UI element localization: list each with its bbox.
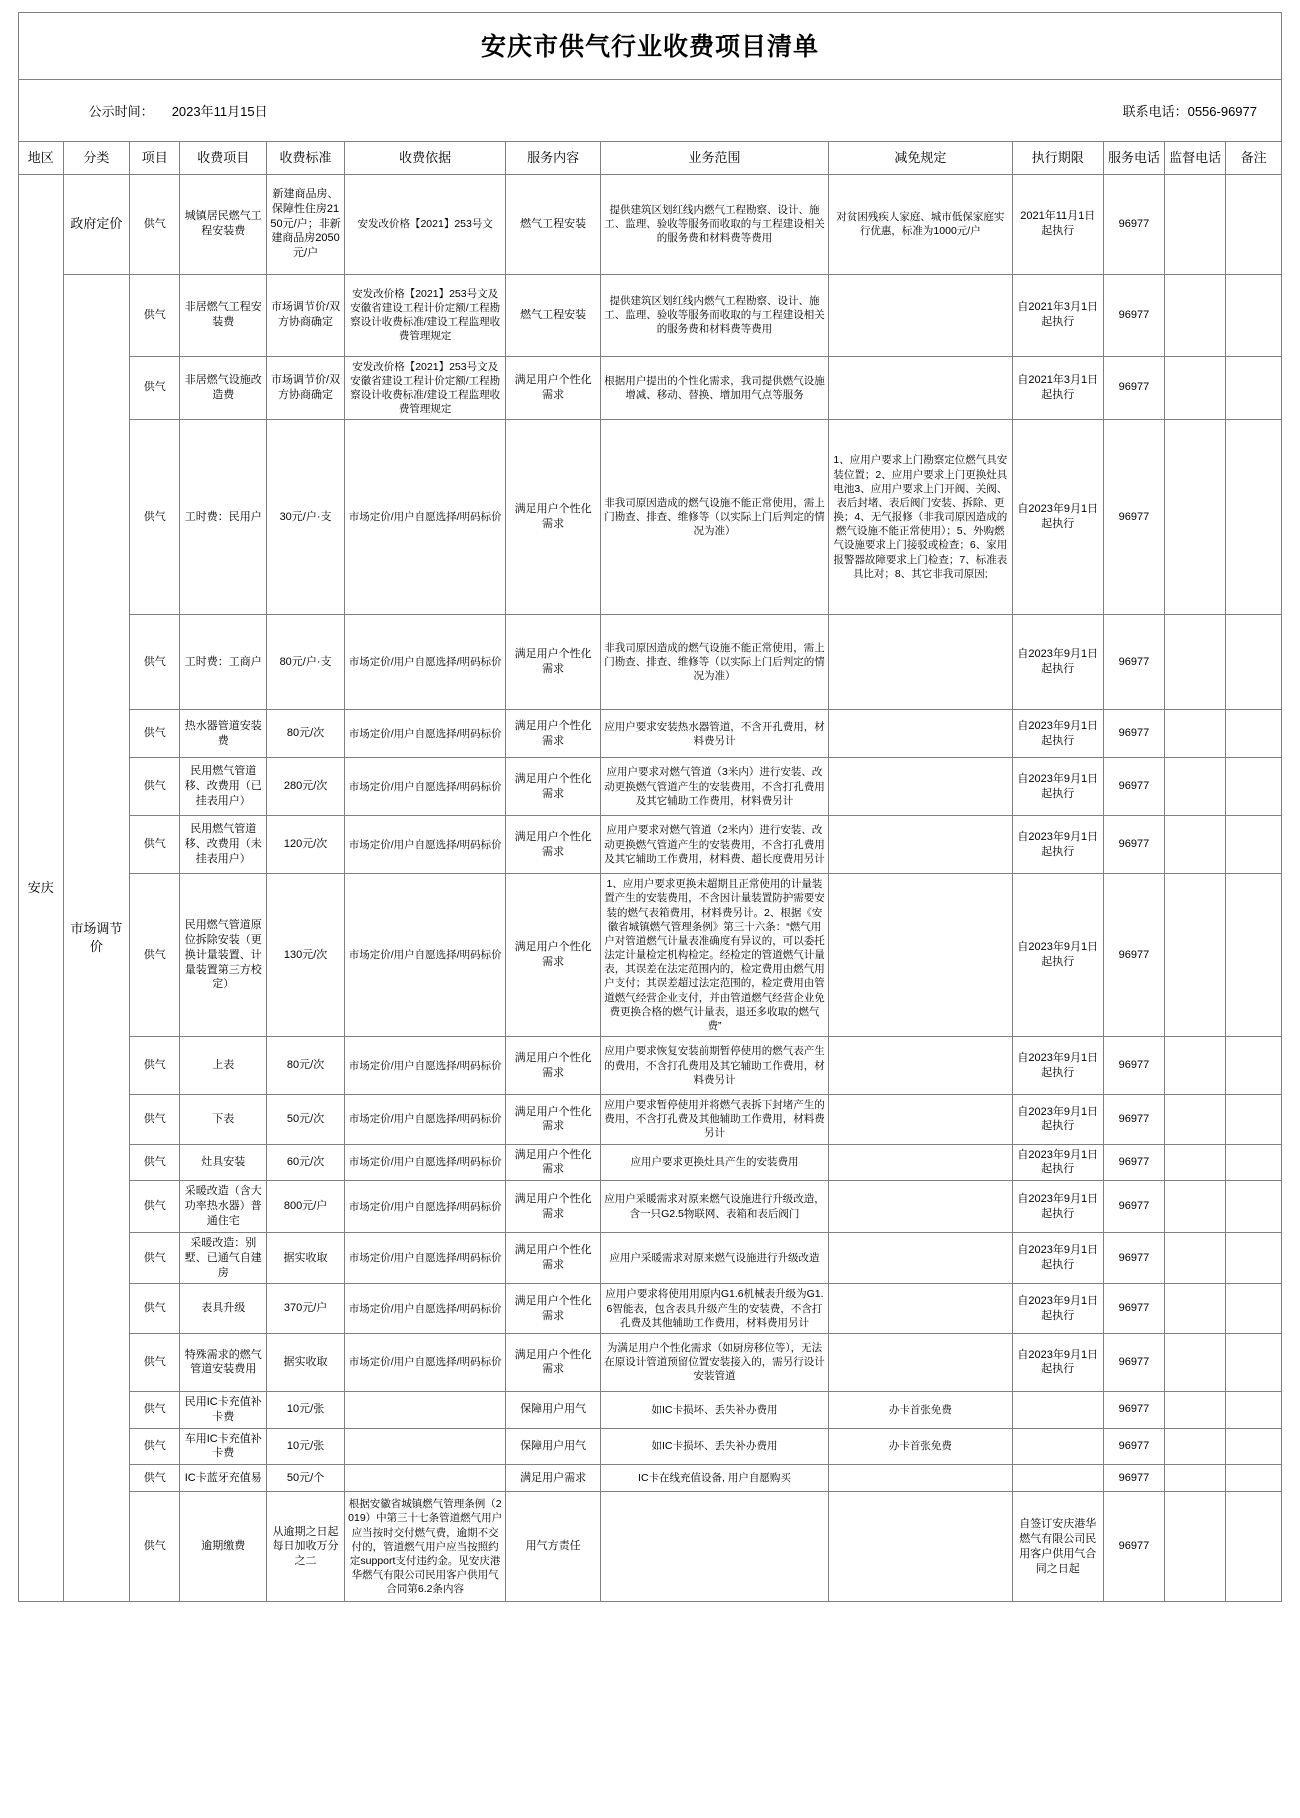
cell-service-tel: 96977	[1103, 710, 1164, 758]
cell-service-tel: 96977	[1103, 1465, 1164, 1492]
cell-item: 供气	[130, 1232, 180, 1284]
cell-service: 满足用户个性化需求	[506, 356, 601, 420]
cell-supervise-tel	[1165, 758, 1226, 816]
cell-scope: 根据用户提出的个性化需求，我司提供燃气设施增减、移动、替换、增加用气点等服务	[600, 356, 828, 420]
cell-remark	[1226, 874, 1282, 1037]
cell-charge-item: 灶具安装	[180, 1144, 267, 1181]
meta-row	[18, 79, 1282, 141]
cell-item: 供气	[130, 1284, 180, 1334]
cell-scope: 1、应用户要求更换未超期且正常使用的计量装置产生的安装费用，不含因计量装置防护需要安装的燃气表箱费用，材料费另计。2、根据《安徽省城镇燃气管理条例》第三十六条：“燃气用户对管道燃气计量表准确度有异议的，可以委托法定计量检定机构检定。经检定的管道燃气计量表，其误差在法定范围内的，检定费用由燃气用户支付；其误差超过法定范围的，检定费用由管道燃气经营企业支付，并由管道燃气经营企业免费更换合格的燃气计量表，退还多收取的燃气费”	[600, 874, 828, 1037]
table-row	[19, 1181, 1282, 1233]
cell-exempt	[829, 1492, 1013, 1602]
table-row	[19, 1428, 1282, 1465]
cell-scope: 非我司原因造成的燃气设施不能正常使用，需上门勘查、排查、维修等（以实际上门后判定的情况为准）	[600, 615, 828, 710]
cell-basis: 市场定价/用户自愿选择/明码标价	[345, 1037, 506, 1095]
cell-scope: 应用户要求将使用用原内G1.6机械表升级为G1.6智能表，包含表具升级产生的安装费，不含打孔费及其他辅助工作费用，材料费用另计	[600, 1284, 828, 1334]
cell-charge-item: 表具升级	[180, 1284, 267, 1334]
table-row	[19, 710, 1282, 758]
cell-basis: 市场定价/用户自愿选择/明码标价	[345, 1181, 506, 1233]
cell-supervise-tel	[1165, 1284, 1226, 1334]
cell-remark	[1226, 710, 1282, 758]
table-row	[19, 356, 1282, 420]
cell-remark	[1226, 1428, 1282, 1465]
cell-service-tel: 96977	[1103, 615, 1164, 710]
cell-period: 自2023年9月1日起执行	[1012, 1095, 1103, 1145]
cell-standard: 50元/次	[267, 1095, 345, 1145]
cell-scope: IC卡在线充值设备, 用户自愿购买	[600, 1465, 828, 1492]
cell-remark	[1226, 1095, 1282, 1145]
cell-item: 供气	[130, 1465, 180, 1492]
cell-basis: 根据安徽省城镇燃气管理条例（2019）中第三十七条管道燃气用户应当按时交付燃气费，逾期不交付的，管道燃气用户应当按照约定support支付违约金。见安庆港华燃气有限公司民用客户供用气合同第6.2条内容	[345, 1492, 506, 1602]
cell-service: 保障用户用气	[506, 1428, 601, 1465]
table-row	[19, 874, 1282, 1037]
cell-supervise-tel	[1165, 615, 1226, 710]
cell-standard: 市场调节价/双方协商确定	[267, 274, 345, 356]
table-row	[19, 1333, 1282, 1391]
cell-exempt	[829, 615, 1013, 710]
cell-exempt: 办卡首张免费	[829, 1391, 1013, 1428]
cell-charge-item: 车用IC卡充值补卡费	[180, 1428, 267, 1465]
cell-exempt: 对贫困残疾人家庭、城市低保家庭实行优惠，标准为1000元/户	[829, 174, 1013, 274]
cell-supervise-tel	[1165, 274, 1226, 356]
cell-service: 满足用户个性化需求	[506, 1333, 601, 1391]
cell-exempt	[829, 1144, 1013, 1181]
cell-standard: 据实收取	[267, 1333, 345, 1391]
cell-service-tel: 96977	[1103, 420, 1164, 615]
cell-charge-item: 热水器管道安装费	[180, 710, 267, 758]
cell-item: 供气	[130, 1095, 180, 1145]
cell-charge-item: 民用IC卡充值补卡费	[180, 1391, 267, 1428]
cell-scope: 应用户采暖需求对原来燃气设施进行升级改造	[600, 1232, 828, 1284]
col-period: 执行期限	[1012, 142, 1103, 175]
cell-basis: 市场定价/用户自愿选择/明码标价	[345, 710, 506, 758]
cell-service: 燃气工程安装	[506, 274, 601, 356]
cell-supervise-tel	[1165, 1037, 1226, 1095]
cell-basis: 安发改价格【2021】253号文	[345, 174, 506, 274]
cell-scope: 提供建筑区划红线内燃气工程勘察、设计、施工、监理、验收等服务而收取的与工程建设相关的服务费和材料费等费用	[600, 274, 828, 356]
cell-exempt	[829, 356, 1013, 420]
cell-service: 满足用户个性化需求	[506, 710, 601, 758]
cell-supervise-tel	[1165, 1095, 1226, 1145]
cell-standard: 50元/个	[267, 1465, 345, 1492]
cell-exempt	[829, 1232, 1013, 1284]
cell-basis	[345, 1428, 506, 1465]
publish-label: 公示时间：	[88, 104, 154, 119]
cell-item: 供气	[130, 874, 180, 1037]
cell-period: 自2023年9月1日起执行	[1012, 816, 1103, 874]
cell-remark	[1226, 1391, 1282, 1428]
cell-standard: 60元/次	[267, 1144, 345, 1181]
col-standard: 收费标准	[267, 142, 345, 175]
cell-period: 自2023年9月1日起执行	[1012, 1037, 1103, 1095]
cell-exempt	[829, 1037, 1013, 1095]
table-row	[19, 274, 1282, 356]
cell-remark	[1226, 274, 1282, 356]
table-row	[19, 1232, 1282, 1284]
cell-charge-item: IC卡蓝牙充值易	[180, 1465, 267, 1492]
cell-period: 自2023年9月1日起执行	[1012, 1144, 1103, 1181]
cell-remark	[1226, 1284, 1282, 1334]
cell-remark	[1226, 420, 1282, 615]
cell-service: 燃气工程安装	[506, 174, 601, 274]
table-header-row	[19, 142, 1282, 175]
cell-remark	[1226, 816, 1282, 874]
cell-service-tel: 96977	[1103, 1428, 1164, 1465]
cell-service: 满足用户个性化需求	[506, 816, 601, 874]
cell-service-tel: 96977	[1103, 356, 1164, 420]
cell-basis: 市场定价/用户自愿选择/明码标价	[345, 1333, 506, 1391]
cell-supervise-tel	[1165, 816, 1226, 874]
cell-service-tel: 96977	[1103, 1391, 1164, 1428]
cell-standard: 120元/次	[267, 816, 345, 874]
cell-period: 2021年11月1日起执行	[1012, 174, 1103, 274]
col-service: 服务内容	[506, 142, 601, 175]
cell-charge-item: 民用燃气管道移、改费用（已挂表用户）	[180, 758, 267, 816]
cell-period: 自2023年9月1日起执行	[1012, 758, 1103, 816]
cell-standard: 80元/次	[267, 1037, 345, 1095]
page-title: 安庆市供气行业收费项目清单	[18, 12, 1282, 79]
cell-item: 供气	[130, 816, 180, 874]
cell-basis: 安发改价格【2021】253号文及安徽省建设工程计价定额/工程勘察设计收费标准/建设工程监理收费管理规定	[345, 274, 506, 356]
cell-period	[1012, 1428, 1103, 1465]
cell-service-tel: 96977	[1103, 1144, 1164, 1181]
cell-charge-item: 非居燃气设施改造费	[180, 356, 267, 420]
col-remark: 备注	[1226, 142, 1282, 175]
cell-service-tel: 96977	[1103, 874, 1164, 1037]
table-row	[19, 1391, 1282, 1428]
cell-period	[1012, 1391, 1103, 1428]
cell-standard: 80元/户·支	[267, 615, 345, 710]
cell-service-tel: 96977	[1103, 1284, 1164, 1334]
cell-basis: 市场定价/用户自愿选择/明码标价	[345, 1144, 506, 1181]
contact-phone: 联系电话：0556-96977	[1122, 104, 1257, 119]
cell-standard: 130元/次	[267, 874, 345, 1037]
cell-standard: 30元/户·支	[267, 420, 345, 615]
cell-standard: 80元/次	[267, 710, 345, 758]
cell-scope: 如IC卡损坏、丢失补办费用	[600, 1428, 828, 1465]
cell-scope: 应用户要求更换灶具产生的安装费用	[600, 1144, 828, 1181]
cell-supervise-tel	[1165, 356, 1226, 420]
cell-scope: 如IC卡损坏、丢失补办费用	[600, 1391, 828, 1428]
cell-standard: 10元/张	[267, 1428, 345, 1465]
cell-supervise-tel	[1165, 1333, 1226, 1391]
cell-period: 自2021年3月1日起执行	[1012, 274, 1103, 356]
cell-period: 自签订安庆港华燃气有限公司民用客户供用气合同之日起	[1012, 1492, 1103, 1602]
cell-service: 用气方责任	[506, 1492, 601, 1602]
col-region: 地区	[19, 142, 64, 175]
cell-remark	[1226, 615, 1282, 710]
cell-remark	[1226, 758, 1282, 816]
cell-remark	[1226, 174, 1282, 274]
cell-item: 供气	[130, 1333, 180, 1391]
cell-basis	[345, 1391, 506, 1428]
cell-charge-item: 民用燃气管道原位拆除安装（更换计量装置、计量装置第三方校定）	[180, 874, 267, 1037]
cell-service: 满足用户个性化需求	[506, 758, 601, 816]
cell-supervise-tel	[1165, 710, 1226, 758]
cell-scope: 应用户要求恢复安装前期暂停使用的燃气表产生的费用，不含打孔费用及其它辅助工作费用，材料费另计	[600, 1037, 828, 1095]
cell-service-tel: 96977	[1103, 816, 1164, 874]
cell-period: 自2021年3月1日起执行	[1012, 356, 1103, 420]
publish-date: 2023年11月15日	[171, 104, 268, 119]
cell-service-tel: 96977	[1103, 1492, 1164, 1602]
cell-item: 供气	[130, 1391, 180, 1428]
cell-supervise-tel	[1165, 874, 1226, 1037]
cell-period: 自2023年9月1日起执行	[1012, 1232, 1103, 1284]
table-row	[19, 174, 1282, 274]
table-row	[19, 1095, 1282, 1145]
cell-service-tel: 96977	[1103, 1095, 1164, 1145]
cell-exempt	[829, 274, 1013, 356]
cell-period: 自2023年9月1日起执行	[1012, 615, 1103, 710]
col-category: 分类	[63, 142, 130, 175]
cell-service: 满足用户个性化需求	[506, 615, 601, 710]
cell-basis: 市场定价/用户自愿选择/明码标价	[345, 816, 506, 874]
cell-service-tel: 96977	[1103, 274, 1164, 356]
cell-supervise-tel	[1165, 174, 1226, 274]
cell-remark	[1226, 1181, 1282, 1233]
table-row	[19, 1465, 1282, 1492]
cell-charge-item: 工时费：工商户	[180, 615, 267, 710]
cell-service-tel: 96977	[1103, 1232, 1164, 1284]
cell-service-tel: 96977	[1103, 758, 1164, 816]
cell-exempt: 1、应用户要求上门勘察定位燃气具安装位置；2、应用户要求上门更换灶具电池3、应用户要求上门开阀、关阀、表后封堵、表后阀门安装、拆除、更换；4、无气报修（非我司原因造成的燃气设施不能正常使用）；5、外购燃气设施要求上门接驳或检查；6、家用报警器故障要求上门检查；7、标准表具比对；8、其它非我司原因;	[829, 420, 1013, 615]
table-row	[19, 615, 1282, 710]
cell-period: 自2023年9月1日起执行	[1012, 1181, 1103, 1233]
table-row	[19, 1492, 1282, 1602]
fee-table	[18, 141, 1282, 1602]
cell-service: 满足用户个性化需求	[506, 1284, 601, 1334]
cell-basis: 市场定价/用户自愿选择/明码标价	[345, 758, 506, 816]
cell-supervise-tel	[1165, 1391, 1226, 1428]
cell-item: 供气	[130, 174, 180, 274]
cell-scope: 应用户采暖需求对原来燃气设施进行升级改造，含一只G2.5物联网、表箱和表后阀门	[600, 1181, 828, 1233]
cell-charge-item: 采暖改造（含大功率热水器）普通住宅	[180, 1181, 267, 1233]
table-row	[19, 1284, 1282, 1334]
table-row	[19, 1144, 1282, 1181]
cell-period: 自2023年9月1日起执行	[1012, 1284, 1103, 1334]
table-row	[19, 758, 1282, 816]
cell-scope: 应用户要求安装热水器管道，不含开孔费用，材料费另计	[600, 710, 828, 758]
cell-basis: 市场定价/用户自愿选择/明码标价	[345, 1232, 506, 1284]
col-service-tel: 服务电话	[1103, 142, 1164, 175]
cell-basis: 市场定价/用户自愿选择/明码标价	[345, 615, 506, 710]
cell-service: 满足用户个性化需求	[506, 1095, 601, 1145]
cell-remark	[1226, 1492, 1282, 1602]
cell-scope: 为满足用户个性化需求（如厨房移位等），无法在原设计管道预留位置安装接入的，需另行设计安装管道	[600, 1333, 828, 1391]
cell-standard: 800元/户	[267, 1181, 345, 1233]
col-scope: 业务范围	[600, 142, 828, 175]
cell-basis: 市场定价/用户自愿选择/明码标价	[345, 874, 506, 1037]
cell-service: 满足用户个性化需求	[506, 1144, 601, 1181]
cell-item: 供气	[130, 615, 180, 710]
cell-period: 自2023年9月1日起执行	[1012, 420, 1103, 615]
cell-basis: 市场定价/用户自愿选择/明码标价	[345, 420, 506, 615]
cell-supervise-tel	[1165, 1428, 1226, 1465]
cell-region: 安庆	[19, 174, 64, 1602]
cell-category: 政府定价	[63, 174, 130, 274]
cell-exempt	[829, 874, 1013, 1037]
cell-exempt	[829, 1284, 1013, 1334]
cell-standard: 新建商品房、保障性住房2150元/户；非新建商品房2050元/户	[267, 174, 345, 274]
cell-scope	[600, 1492, 828, 1602]
cell-exempt	[829, 1095, 1013, 1145]
cell-remark	[1226, 356, 1282, 420]
col-basis: 收费依据	[345, 142, 506, 175]
cell-exempt	[829, 1181, 1013, 1233]
cell-exempt	[829, 710, 1013, 758]
cell-charge-item: 非居燃气工程安装费	[180, 274, 267, 356]
publish-info	[67, 86, 268, 135]
cell-exempt	[829, 816, 1013, 874]
cell-standard: 280元/次	[267, 758, 345, 816]
cell-standard: 370元/户	[267, 1284, 345, 1334]
cell-service: 满足用户个性化需求	[506, 1181, 601, 1233]
col-supervise-tel: 监督电话	[1165, 142, 1226, 175]
cell-charge-item: 民用燃气管道移、改费用（未挂表用户）	[180, 816, 267, 874]
cell-scope: 应用户要求对燃气管道（3米内）进行安装、改动更换燃气管道产生的安装费用，不含打孔费用及其它辅助工作费用，材料费另计	[600, 758, 828, 816]
cell-supervise-tel	[1165, 420, 1226, 615]
cell-item: 供气	[130, 1144, 180, 1181]
cell-basis	[345, 1465, 506, 1492]
cell-basis: 市场定价/用户自愿选择/明码标价	[345, 1095, 506, 1145]
cell-standard: 从逾期之日起每日加收万分之二	[267, 1492, 345, 1602]
cell-category: 市场调节价	[63, 274, 130, 1602]
cell-basis: 安发改价格【2021】253号文及安徽省建设工程计价定额/工程勘察设计收费标准/建设工程监理收费管理规定	[345, 356, 506, 420]
cell-charge-item: 城镇居民燃气工程安装费	[180, 174, 267, 274]
cell-charge-item: 采暖改造：别墅、已通气自建房	[180, 1232, 267, 1284]
cell-scope: 应用户要求暂停使用并将燃气表拆下封堵产生的费用，不含打孔费及其他辅助工作费用，材料费另计	[600, 1095, 828, 1145]
cell-exempt	[829, 1333, 1013, 1391]
table-body	[19, 174, 1282, 1602]
cell-service: 满足用户个性化需求	[506, 1232, 601, 1284]
cell-charge-item: 下表	[180, 1095, 267, 1145]
cell-item: 供气	[130, 420, 180, 615]
cell-standard: 据实收取	[267, 1232, 345, 1284]
cell-supervise-tel	[1165, 1181, 1226, 1233]
cell-item: 供气	[130, 1428, 180, 1465]
cell-supervise-tel	[1165, 1232, 1226, 1284]
cell-basis: 市场定价/用户自愿选择/明码标价	[345, 1284, 506, 1334]
table-row	[19, 816, 1282, 874]
cell-item: 供气	[130, 710, 180, 758]
cell-charge-item: 上表	[180, 1037, 267, 1095]
cell-supervise-tel	[1165, 1465, 1226, 1492]
table-row	[19, 420, 1282, 615]
cell-service-tel: 96977	[1103, 1037, 1164, 1095]
cell-service: 满足用户个性化需求	[506, 874, 601, 1037]
cell-service: 满足用户需求	[506, 1465, 601, 1492]
cell-remark	[1226, 1333, 1282, 1391]
cell-item: 供气	[130, 1492, 180, 1602]
cell-remark	[1226, 1232, 1282, 1284]
cell-item: 供气	[130, 1037, 180, 1095]
cell-service-tel: 96977	[1103, 1333, 1164, 1391]
cell-service-tel: 96977	[1103, 174, 1164, 274]
cell-standard: 10元/张	[267, 1391, 345, 1428]
cell-standard: 市场调节价/双方协商确定	[267, 356, 345, 420]
cell-service: 保障用户用气	[506, 1391, 601, 1428]
cell-charge-item: 逾期缴费	[180, 1492, 267, 1602]
cell-scope: 非我司原因造成的燃气设施不能正常使用，需上门勘查、排查、维修等（以实际上门后判定的情况为准）	[600, 420, 828, 615]
cell-remark	[1226, 1037, 1282, 1095]
cell-remark	[1226, 1144, 1282, 1181]
cell-charge-item: 工时费：民用户	[180, 420, 267, 615]
cell-service-tel: 96977	[1103, 1181, 1164, 1233]
col-exempt: 减免规定	[829, 142, 1013, 175]
cell-item: 供气	[130, 274, 180, 356]
cell-supervise-tel	[1165, 1144, 1226, 1181]
cell-item: 供气	[130, 356, 180, 420]
cell-item: 供气	[130, 758, 180, 816]
cell-scope: 提供建筑区划红线内燃气工程勘察、设计、施工、监理、验收等服务而收取的与工程建设相关的服务费和材料费等费用	[600, 174, 828, 274]
cell-service: 满足用户个性化需求	[506, 420, 601, 615]
col-charge-item: 收费项目	[180, 142, 267, 175]
cell-service: 满足用户个性化需求	[506, 1037, 601, 1095]
cell-period: 自2023年9月1日起执行	[1012, 874, 1103, 1037]
table-row	[19, 1037, 1282, 1095]
cell-exempt	[829, 1465, 1013, 1492]
cell-supervise-tel	[1165, 1492, 1226, 1602]
cell-exempt	[829, 758, 1013, 816]
col-item: 项目	[130, 142, 180, 175]
cell-item: 供气	[130, 1181, 180, 1233]
cell-period	[1012, 1465, 1103, 1492]
cell-scope: 应用户要求对燃气管道（2米内）进行安装、改动更换燃气管道产生的安装费用，不含打孔费用及其它辅助工作费用，材料费、超长度费用另计	[600, 816, 828, 874]
cell-period: 自2023年9月1日起执行	[1012, 1333, 1103, 1391]
cell-period: 自2023年9月1日起执行	[1012, 710, 1103, 758]
cell-exempt: 办卡首张免费	[829, 1428, 1013, 1465]
cell-charge-item: 特殊需求的燃气管道安装费用	[180, 1333, 267, 1391]
cell-remark	[1226, 1465, 1282, 1492]
